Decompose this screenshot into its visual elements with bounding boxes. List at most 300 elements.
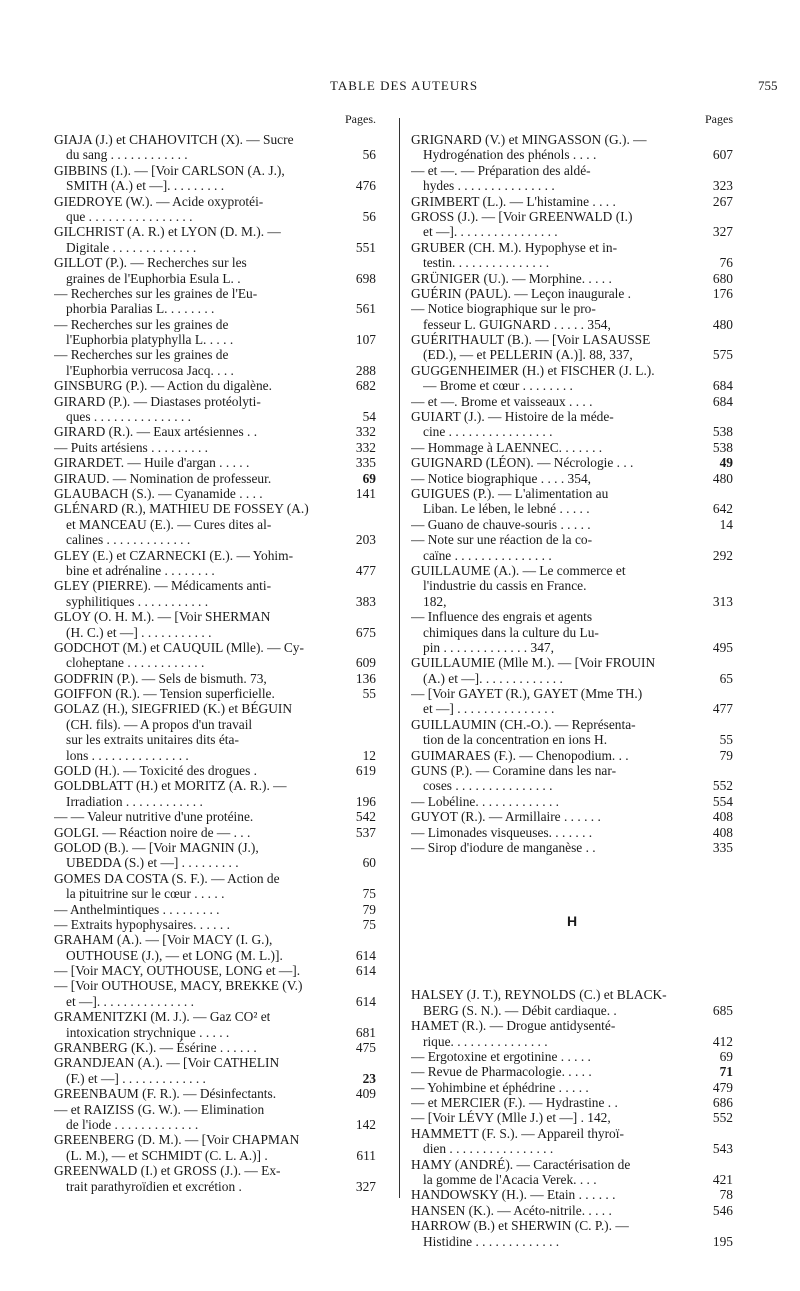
left-entries [54,132,376,1194]
entry-text: — et —. — Préparation des aldé- [411,162,591,178]
page-reference: 383 [347,594,376,609]
entry-text: cine . . . . . . . . . . . . . . . . [423,424,553,440]
index-entry [411,1126,733,1157]
index-entry [54,1086,376,1101]
index-entry [54,778,376,809]
entry-text: lons . . . . . . . . . . . . . . . [66,747,189,763]
entry-text: GILLOT (P.). — Recherches sur les [54,255,247,271]
entry-text: — [Voir OUTHOUSE, MACY, BREKKE (V.) [54,978,303,994]
page-reference: 408 [704,825,733,840]
page-reference: 409 [347,1086,376,1101]
page-reference: 267 [704,194,733,209]
entry-text: l'Euphorbia platyphylla L. . . . . [66,332,234,348]
page-reference: 76 [704,255,733,270]
entry-text: intoxication strychnique . . . . . [66,1024,230,1040]
entry-text: Hydrogénation des phénols . . . . [423,147,597,163]
entry-line [54,1163,376,1178]
entry-line [411,686,733,701]
entry-text: GLÉNARD (R.), MATHIEU DE FOSSEY (A.) [54,501,309,517]
index-entry [54,825,376,840]
entry-text: GREENBAUM (F. R.). — Désinfectants. [54,1086,277,1102]
entry-text: — Recherches sur les graines de [54,347,229,363]
page-reference: 680 [704,271,733,286]
entry-line [54,1102,376,1117]
page-reference: 332 [347,440,376,455]
entry-line [411,732,733,747]
entry-text: (A.) et —]. . . . . . . . . . . . . [423,670,563,686]
entry-text: et —]. . . . . . . . . . . . . . . [66,993,194,1009]
index-entry [411,517,733,532]
entry-line [411,1187,733,1202]
entry-text: GRUBER (CH. M.). Hypophyse et in- [411,239,618,255]
entry-line [411,763,733,778]
index-entry [54,686,376,701]
entry-text: — [Voir LÉVY (Mlle J.) et —] . 142, [411,1110,611,1126]
index-entry [54,763,376,778]
index-entry [411,1187,733,1202]
entry-text: GODCHOT (M.) et CAUQUIL (Mlle). — Cy- [54,639,304,655]
entry-text: GROSS (J.). — [Voir GREENWALD (I.) [411,208,633,224]
index-entry [411,163,733,194]
entry-text: GLAUBACH (S.). — Cyanamide . . . . [54,485,263,501]
entry-line [54,286,376,301]
index-entry [411,440,733,455]
entry-line [54,548,376,563]
entry-line [54,917,376,932]
entry-text: graines de l'Euphorbia Esula L. . [66,270,241,286]
page-title: TABLE DES AUTEURS [330,78,479,93]
entry-text: et —]. . . . . . . . . . . . . . . . [423,224,558,240]
page-reference: 682 [347,378,376,393]
entry-text: — Influence des engrais et agents [411,609,593,625]
entry-text: syphilitiques . . . . . . . . . . . [66,593,209,609]
entry-line [411,255,733,270]
entry-line [411,609,733,624]
entry-text: hydes . . . . . . . . . . . . . . . [423,178,555,194]
page-reference: 55 [704,732,733,747]
entry-text: HAMET (R.). — Drogue antidysenté- [411,1018,616,1034]
page-reference: 554 [704,794,733,809]
entry-line [411,825,733,840]
entry-line [54,240,376,255]
entry-text: GRÜNIGER (U.). — Morphine. . . . . [411,270,612,286]
entry-line [411,578,733,593]
entry-text: Irradiation . . . . . . . . . . . . [66,793,203,809]
entry-text: HAMMETT (F. S.). — Appareil thyroï- [411,1125,624,1141]
entry-line [54,409,376,424]
entry-text: sur les extraits unitaires dits éta- [66,732,239,748]
index-entry [54,548,376,579]
entry-text: OUTHOUSE (J.), — et LONG (M. L.)]. [66,947,283,963]
entry-text: HALSEY (J. T.), REYNOLDS (C.) et BLACK- [411,987,667,1003]
entry-text: Histidine . . . . . . . . . . . . . [423,1233,560,1249]
page-reference: 23 [347,1071,376,1086]
entry-text: — Puits artésiens . . . . . . . . . [54,439,208,455]
entry-text: (CH. fils). — A propos d'un travail [66,716,253,732]
page-reference: 75 [347,886,376,901]
entry-line [54,840,376,855]
entry-line [54,563,376,578]
entry-text: coses . . . . . . . . . . . . . . . [423,778,553,794]
entry-line [54,1148,376,1163]
entry-line [411,532,733,547]
entry-line [54,625,376,640]
running-header [0,78,800,98]
entry-line [411,1064,733,1079]
entry-line [411,332,733,347]
entry-line [54,732,376,747]
entry-line [411,394,733,409]
entry-text: l'Euphorbia verrucosa Jacq. . . . [66,362,234,378]
page-reference: 60 [347,855,376,870]
entry-text: testin. . . . . . . . . . . . . . . [423,255,550,271]
index-entry [54,1040,376,1055]
left-column [54,112,376,1194]
entry-line [411,987,733,1002]
entry-line [54,686,376,701]
entry-text: la gomme de l'Acacia Verek. . . . [423,1172,597,1188]
entry-line [411,1141,733,1156]
entry-line [411,778,733,793]
index-entry [411,1218,733,1249]
page-reference: 552 [704,1110,733,1125]
entry-line [54,471,376,486]
entry-line [411,594,733,609]
entry-text: — et RAIZISS (G. W.). — Elimination [54,1101,265,1117]
index-entry [54,809,376,824]
entry-line [411,147,733,162]
entry-line [54,455,376,470]
page-reference: 619 [347,763,376,778]
entry-line [54,271,376,286]
page-reference: 684 [704,378,733,393]
entry-line [411,625,733,640]
page-reference: 614 [347,948,376,963]
entry-line [411,301,733,316]
entry-line [411,471,733,486]
page-reference: 479 [704,1080,733,1095]
index-entry [411,825,733,840]
entry-text: — Brome et cœur . . . . . . . . [423,378,573,394]
entry-line [54,809,376,824]
entry-line [54,825,376,840]
entry-text: GOLDBLATT (H.) et MORITZ (A. R.). — [54,778,287,794]
entry-text: — Extraits hypophysaires. . . . . . [54,916,230,932]
entry-text: que . . . . . . . . . . . . . . . . [66,208,193,224]
page-reference: 477 [347,563,376,578]
column-divider [399,118,400,1198]
page-reference: 78 [704,1187,733,1202]
entry-text: GRIMBERT (L.). — L'histamine . . . . [411,193,616,209]
index-entry [411,486,733,517]
entry-text: caïne . . . . . . . . . . . . . . . [423,547,552,563]
entry-line [411,1126,733,1141]
entry-text: GOIFFON (R.). — Tension superficielle. [54,686,275,702]
entry-line [411,163,733,178]
index-entry [411,394,733,409]
entry-text: — Hommage à LAENNEC. . . . . . . [411,439,603,455]
entry-line [54,532,376,547]
index-entry [411,332,733,363]
index-entry [411,1095,733,1110]
entry-line [54,501,376,516]
page-reference: 335 [704,840,733,855]
page-reference: 476 [347,178,376,193]
entry-text: de l'iode . . . . . . . . . . . . . [66,1117,199,1132]
index-entry [54,917,376,932]
page-reference: 686 [704,1095,733,1110]
page-reference: 551 [347,240,376,255]
entry-line [411,748,733,763]
page-reference: 543 [704,1141,733,1156]
entry-text: GREENWALD (I.) et GROSS (J.). — Ex- [54,1163,281,1179]
page-reference: 195 [704,1234,733,1249]
index-entry [54,132,376,163]
entry-text: GIRAUD. — Nomination de professeur. [54,470,272,486]
page-reference: 538 [704,424,733,439]
entry-line [54,224,376,239]
entry-line [411,424,733,439]
entry-text: chimiques dans la culture du Lu- [423,624,599,640]
entry-line [411,240,733,255]
page-reference: 542 [347,809,376,824]
index-entry [411,1049,733,1064]
index-entry [411,271,733,286]
index-entry [411,471,733,486]
page-reference: 56 [347,147,376,162]
page-reference: 141 [347,486,376,501]
entry-line [411,640,733,655]
entry-text: GUIART (J.). — Histoire de la méde- [411,409,614,425]
entry-text: GUYOT (R.). — Armillaire . . . . . . [411,809,601,825]
index-entry [54,347,376,378]
entry-text: GUÉRIN (PAUL). — Leçon inaugurale . [411,285,632,301]
page-reference: 136 [347,671,376,686]
pages-label: Pages. [345,112,376,126]
index-entry [54,871,376,902]
entry-line [54,871,376,886]
entry-text: GIRARD (R.). — Eaux artésiennes . . [54,424,258,440]
page-reference: 14 [704,517,733,532]
entry-line [411,501,733,516]
entry-line [54,163,376,178]
entry-text: cloheptane . . . . . . . . . . . . [66,655,205,671]
entry-line [411,209,733,224]
entry-line [411,701,733,716]
entry-line [54,701,376,716]
page-reference: 552 [704,778,733,793]
entry-text: UBEDDA (S.) et —] . . . . . . . . . [66,855,239,871]
entry-text: (H. C.) et —] . . . . . . . . . . . [66,624,212,640]
entry-line [411,178,733,193]
entry-line [54,378,376,393]
entry-line [411,1080,733,1095]
entry-line [54,994,376,1009]
page-reference: 609 [347,655,376,670]
entry-line [411,517,733,532]
entry-text: trait parathyroïdien et excrétion . [66,1178,242,1194]
index-entry [411,132,733,163]
entry-text: GUILLAUME (A.). — Le commerce et [411,562,626,578]
page-reference: 69 [704,1049,733,1064]
entry-line [54,794,376,809]
entry-text: — Limonades visqueuses. . . . . . . [411,824,593,840]
index-entry [54,640,376,671]
page-reference: 480 [704,317,733,332]
entry-text: — Revue de Pharmacologie. . . . . [411,1064,592,1080]
index-entry [54,1163,376,1194]
index-entry [411,1080,733,1095]
page-reference: 684 [704,394,733,409]
entry-line [54,363,376,378]
index-entry [411,409,733,440]
entry-text: — [Voir MACY, OUTHOUSE, LONG et —]. [54,963,301,979]
entry-text: GLOY (O. H. M.). — [Voir SHERMAN [54,609,271,625]
entry-text: SMITH (A.) et —]. . . . . . . . . [66,178,225,194]
page-reference: 642 [704,501,733,516]
entry-text: et —] . . . . . . . . . . . . . . . [423,701,555,717]
entry-text: GUILLAUMIN (CH.-O.). — Représenta- [411,716,636,732]
index-entry [411,532,733,563]
page-reference: 292 [704,548,733,563]
entry-text: — Note sur une réaction de la co- [411,532,593,548]
entry-text: bine et adrénaline . . . . . . . . [66,562,215,578]
entry-text: Liban. Le lében, le lebné . . . . . [423,501,590,517]
entry-line [411,1003,733,1018]
index-entry [411,794,733,809]
index-entry [411,609,733,655]
index-entry [54,963,376,978]
entry-text: GRANBERG (K.). — Ésérine . . . . . . [54,1040,257,1056]
entry-line [411,286,733,301]
entry-line [54,594,376,609]
entry-line [54,1055,376,1070]
entry-text: et MANCEAU (E.). — Cures dites al- [66,516,272,532]
entry-text: — Notice biographique sur le pro- [411,301,596,317]
right-entries [411,132,733,855]
entry-line [411,409,733,424]
entry-line [411,794,733,809]
index-entry [54,378,376,393]
entry-text: — Anthelmintiques . . . . . . . . . [54,901,220,917]
entry-text: — Yohimbine et éphédrine . . . . . [411,1079,589,1095]
index-entry [54,394,376,425]
entry-line [411,563,733,578]
index-entry [411,1110,733,1125]
index-entry [54,286,376,317]
entry-line [54,671,376,686]
page-reference: 607 [704,147,733,162]
entry-line [411,1218,733,1233]
entry-line [411,194,733,209]
entry-line [411,1049,733,1064]
entry-text: l'industrie du cassis en France. [423,578,587,594]
index-entry [54,932,376,963]
entry-line [54,1179,376,1194]
index-entry [54,1102,376,1133]
entry-text: GLEY (E.) et CZARNECKI (E.). — Yohim- [54,547,294,563]
entry-text: la pituitrine sur le cœur . . . . . [66,886,225,902]
index-entry [54,1009,376,1040]
page-reference: 698 [347,271,376,286]
entry-line [54,332,376,347]
entry-text: — Lobéline. . . . . . . . . . . . . [411,793,560,809]
entry-line [54,440,376,455]
entry-text: — Ergotoxine et ergotinine . . . . . [411,1048,591,1064]
entry-line [54,748,376,763]
page-reference: 107 [347,332,376,347]
entry-line [411,1110,733,1125]
entry-line [54,486,376,501]
entry-text: — [Voir GAYET (R.), GAYET (Mme TH.) [411,686,643,702]
right-column [411,112,733,1249]
page-reference: 142 [347,1117,376,1132]
index-entry [411,686,733,717]
entry-text: GRAHAM (A.). — [Voir MACY (I. G.), [54,932,273,948]
index-entry [411,748,733,763]
page-reference: 537 [347,825,376,840]
entry-line [411,1172,733,1187]
entry-line [411,271,733,286]
entry-text: HARROW (B.) et SHERWIN (C. P.). — [411,1218,629,1234]
index-entry [54,978,376,1009]
page-reference: 288 [347,363,376,378]
entry-text: GLEY (PIERRE). — Médicaments anti- [54,578,272,594]
entry-line [54,1025,376,1040]
entry-line [54,394,376,409]
entry-text: GUIGNARD (LÉON). — Nécrologie . . . [411,455,634,471]
entry-text: GUGGENHEIMER (H.) et FISCHER (J. L.). [411,362,655,378]
entry-line [411,1095,733,1110]
entry-line [411,1157,733,1172]
entry-line [54,655,376,670]
entry-line [54,132,376,147]
entry-line [54,948,376,963]
entry-line [411,440,733,455]
entry-line [54,640,376,655]
entry-line [411,347,733,362]
entry-text: GIAJA (J.) et CHAHOVITCH (X). — Sucre [54,132,294,147]
index-entry [411,240,733,271]
entry-line [54,1071,376,1086]
entry-text: GILCHRIST (A. R.) et LYON (D. M.). — [54,224,281,240]
entry-text: GUILLAUMIE (Mlle M.). — [Voir FROUIN [411,655,656,671]
entry-line [411,671,733,686]
entry-line [54,886,376,901]
entry-line [411,486,733,501]
page-reference: 55 [347,686,376,701]
index-entry [54,501,376,547]
index-entry [54,902,376,917]
page-reference: 475 [347,1040,376,1055]
entry-line [411,717,733,732]
page-reference: 477 [704,701,733,716]
entry-text: — — Valeur nutritive d'une protéine. [54,809,254,825]
entry-line [411,132,733,147]
entry-text: HANDOWSKY (H.). — Etain . . . . . . [411,1187,616,1203]
entry-line [54,301,376,316]
page-reference: 611 [347,1148,376,1163]
index-entry [54,224,376,255]
page-reference: 327 [704,224,733,239]
entry-text: GRANDJEAN (A.). — [Voir CATHELIN [54,1055,280,1071]
entry-text: GOMES DA COSTA (S. F.). — Action de [54,870,280,886]
entry-line [54,209,376,224]
index-entry [411,1157,733,1188]
entry-line [54,255,376,270]
index-entry [411,1064,733,1079]
entry-text: GOLGI. — Réaction noire de — . . . [54,824,251,840]
